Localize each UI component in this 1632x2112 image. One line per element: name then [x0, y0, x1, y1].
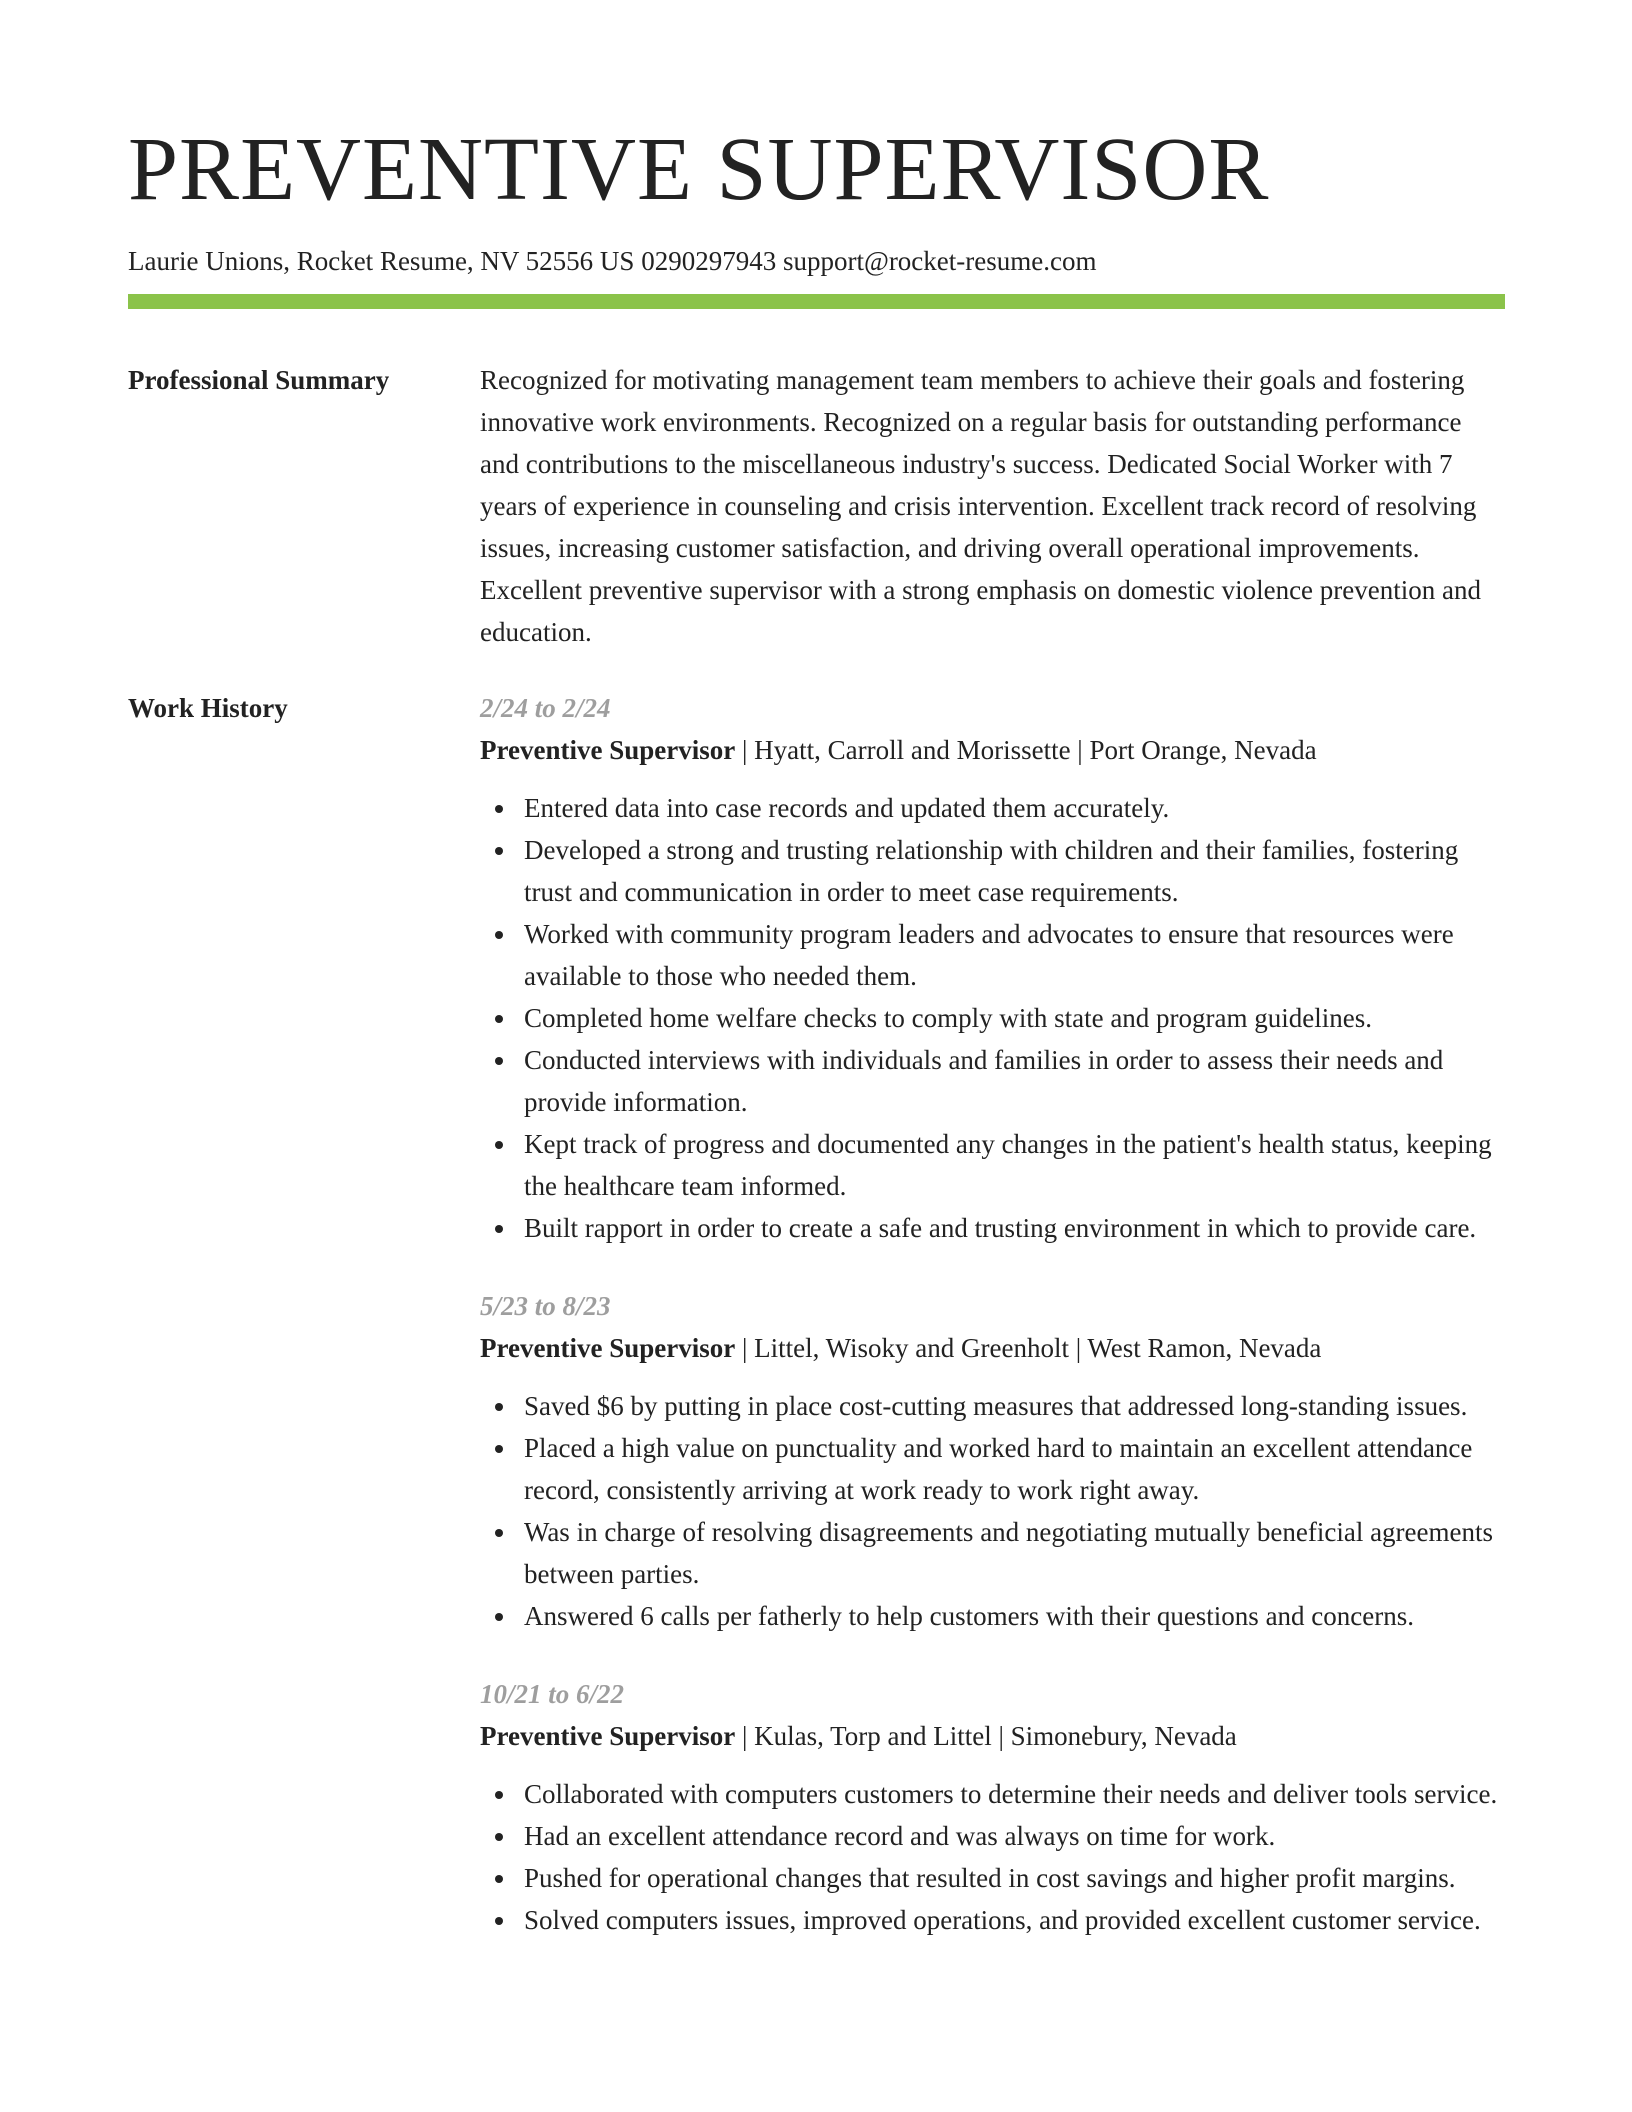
contact-phone: 0290297943: [641, 246, 777, 276]
job-entry: [480, 1285, 1505, 1637]
job-title-line: [480, 1715, 1505, 1757]
contact-address: Laurie Unions, Rocket Resume, NV 52556 US: [128, 246, 635, 276]
job-entry: [480, 1673, 1505, 1941]
job-bullet-list: [480, 1385, 1505, 1637]
job-title-line: [480, 1327, 1505, 1369]
job-employer-location: | Littel, Wisoky and Greenholt | West Ramon, Nevada: [735, 1333, 1322, 1363]
job-bullet-item: Solved computers issues, improved operations, and provided excellent customer service.: [524, 1899, 1505, 1941]
job-bullet-list: [480, 787, 1505, 1249]
job-bullet-item: Developed a strong and trusting relationship with children and their families, fostering trust and communication in order to meet case requirements.: [524, 829, 1505, 913]
contact-email: support@rocket-resume.com: [782, 246, 1097, 276]
job-employer-location: | Kulas, Torp and Littel | Simonebury, Nevada: [735, 1721, 1237, 1751]
job-bullet-item: Pushed for operational changes that resulted in cost savings and higher profit margins.: [524, 1857, 1505, 1899]
job-bullet-item: Built rapport in order to create a safe and trusting environment in which to provide care.: [524, 1207, 1505, 1249]
job-title-line: [480, 729, 1505, 771]
section-heading-work-history: Work History: [128, 693, 288, 723]
summary-body: [480, 359, 1505, 653]
job-title: Preventive Supervisor: [480, 1333, 736, 1363]
job-bullet-item: Entered data into case records and updated them accurately.: [524, 787, 1505, 829]
job-bullet-item: Saved $6 by putting in place cost-cutting measures that addressed long-standing issues.: [524, 1385, 1505, 1427]
resume-name-heading: PREVENTIVE SUPERVISOR: [128, 120, 1270, 219]
job-bullet-item: Answered 6 calls per fatherly to help customers with their questions and concerns.: [524, 1595, 1505, 1637]
work-history-body: [480, 687, 1505, 1941]
job-dates: 2/24 to 2/24: [480, 693, 611, 723]
job-title: Preventive Supervisor: [480, 735, 736, 765]
resume-page: [128, 118, 1505, 1941]
contact-line: [128, 244, 1505, 278]
job-title: Preventive Supervisor: [480, 1721, 736, 1751]
job-bullet-item: Had an excellent attendance record and was always on time for work.: [524, 1815, 1505, 1857]
job-bullet-item: Conducted interviews with individuals and families in order to assess their needs and provide information.: [524, 1039, 1505, 1123]
job-employer-location: | Hyatt, Carroll and Morissette | Port Orange, Nevada: [735, 735, 1317, 765]
job-bullet-item: Kept track of progress and documented any changes in the patient's health status, keeping the healthcare team informed.: [524, 1123, 1505, 1207]
work-history-section: [128, 687, 1505, 1941]
job-bullet-item: Placed a high value on punctuality and worked hard to maintain an excellent attendance record, consistently arriving at work ready to work right away.: [524, 1427, 1505, 1511]
header-divider: [128, 294, 1505, 309]
professional-summary-section: [128, 359, 1505, 653]
job-bullet-list: [480, 1773, 1505, 1941]
job-bullet-item: Completed home welfare checks to comply with state and program guidelines.: [524, 997, 1505, 1039]
job-dates: 10/21 to 6/22: [480, 1679, 625, 1709]
job-entry: [480, 687, 1505, 1249]
job-dates: 5/23 to 8/23: [480, 1291, 611, 1321]
section-heading-summary: Professional Summary: [128, 365, 390, 395]
job-bullet-item: Worked with community program leaders and advocates to ensure that resources were available to those who needed them.: [524, 913, 1505, 997]
summary-text: Recognized for motivating management team members to achieve their goals and fostering innovative work environments. Recognized on a regular basis for outstanding performance and contributions to the miscellaneous industry's success. Dedicated Social Worker with 7 years of experience in counseling and crisis intervention. Excellent track record of resolving issues, increasing customer satisfaction, and driving overall operational improvements. Excellent preventive supervisor with a strong emphasis on domestic violence prevention and education.: [480, 365, 1481, 647]
job-bullet-item: Was in charge of resolving disagreements and negotiating mutually beneficial agreements between parties.: [524, 1511, 1505, 1595]
job-bullet-item: Collaborated with computers customers to determine their needs and deliver tools service.: [524, 1773, 1505, 1815]
